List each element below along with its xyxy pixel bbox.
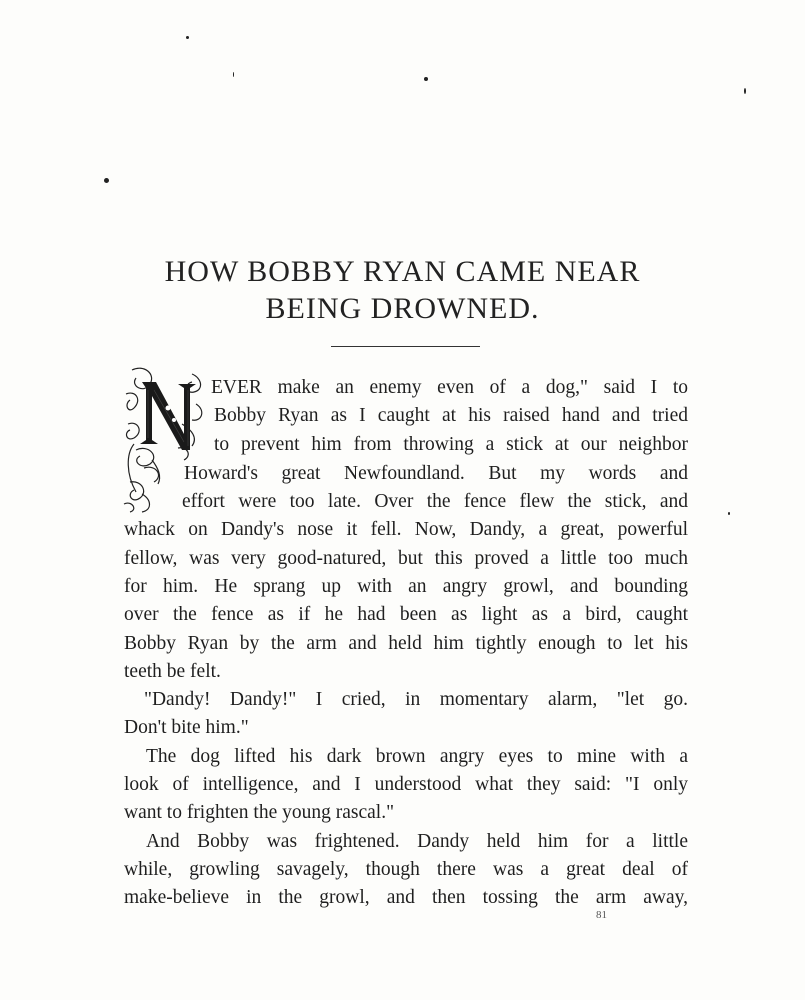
body-line: for him. He sprang up with an angry growl, and bounding — [124, 576, 688, 597]
chapter-title-line-1: HOW BOBBY RYAN CAME NEAR — [164, 255, 641, 288]
body-line: Howard's great Newfoundland. But my words and — [184, 463, 688, 484]
page-number: 81 — [596, 909, 607, 921]
body-line: Don't bite him." — [124, 717, 249, 738]
body-line: "Dandy! Dandy!" I cried, in momentary alarm, "let go. — [144, 689, 688, 710]
body-line: to prevent him from throwing a stick at our neighbor — [214, 434, 688, 455]
scan-speck — [744, 88, 746, 94]
title-divider — [331, 346, 480, 347]
scan-speck — [233, 72, 234, 77]
chapter-title — [100, 253, 705, 327]
body-line: The dog lifted his dark brown angry eyes to mine with a — [146, 746, 688, 767]
body-line: want to frighten the young rascal." — [124, 802, 395, 823]
chapter-title-line-2: BEING DROWNED. — [265, 292, 540, 325]
body-line: whack on Dandy's nose it fell. Now, Dandy, a great, powerful — [124, 519, 688, 540]
body-line: fellow, was very good-natured, but this proved a little too much — [124, 548, 688, 569]
body-line: EVER make an enemy even of a dog," said I to — [211, 377, 688, 398]
scan-speck — [424, 77, 428, 81]
scan-speck — [186, 36, 189, 39]
scan-speck — [104, 178, 109, 183]
scan-speck — [728, 512, 730, 515]
body-line: look of intelligence, and I understood what they said: "I only — [124, 774, 688, 795]
body-line: teeth be felt. — [124, 661, 221, 682]
body-line: Bobby Ryan as I caught at his raised hand and tried — [214, 405, 688, 426]
body-line: while, growling savagely, though there was a great deal of — [124, 859, 688, 880]
body-line: over the fence as if he had been as light as a bird, caught — [124, 604, 688, 625]
body-line: effort were too late. Over the fence flew the stick, and — [182, 491, 688, 512]
body-line: make-believe in the growl, and then tossing the arm away, — [124, 887, 688, 908]
body-line: Bobby Ryan by the arm and held him tightly enough to let his — [124, 633, 688, 654]
body-line: And Bobby was frightened. Dandy held him for a little — [146, 831, 688, 852]
